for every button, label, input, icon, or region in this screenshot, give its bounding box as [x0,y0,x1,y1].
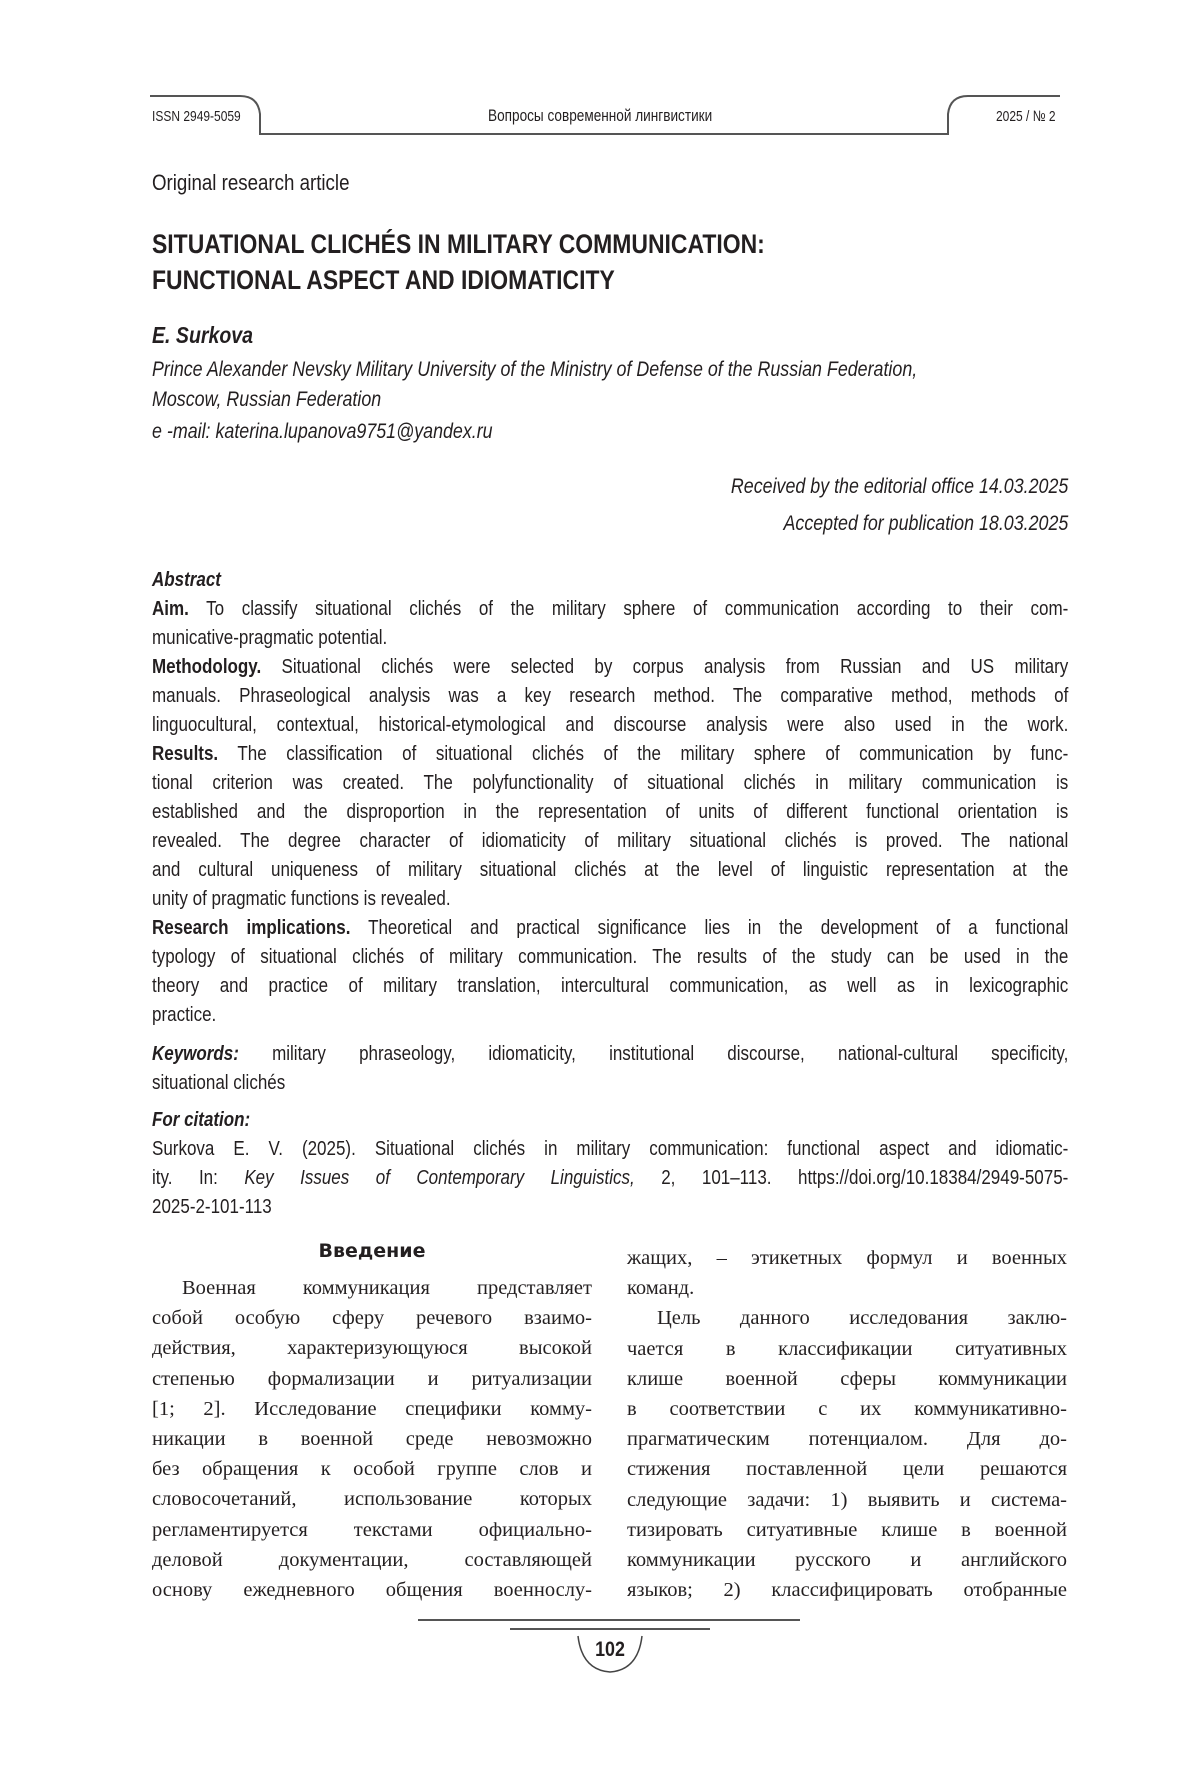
affiliation [152,355,1068,415]
body-line: языков; 2) классифицировать отобранные [627,1575,1067,1605]
abstract-text: To classify situational clichés of the military sphere of communication according to their com- [189,598,1068,620]
abstract [152,566,1068,1030]
citation-doi: 2, 101–113. https://doi.org/10.18384/2949-5075- [635,1167,1069,1189]
body-line: тизировать ситуативные клише в военной [627,1515,1067,1545]
abstract-heading: Abstract [152,566,1068,595]
keywords [152,1040,1068,1098]
body-line: степенью формализации и ритуализации [152,1364,592,1394]
keywords-text: situational clichés [152,1069,1068,1098]
results-label: Results. [152,743,218,765]
body-line: прагматическим потенциалом. Для до- [627,1424,1067,1454]
body-line: регламентируется текстами официально- [152,1515,592,1545]
abstract-text: established and the disproportion in the representation of units of different functional orientation is [152,798,1068,827]
title-line: SITUATIONAL CLICHÉS IN MILITARY COMMUNICATION: [152,226,1068,262]
abstract-text: tional criterion was created. The polyfunctionality of situational clichés in military communication is [152,769,1068,798]
accepted-date: Accepted for publication 18.03.2025 [152,512,1068,536]
body-line: стижения поставленной цели решаются [627,1454,1067,1484]
citation [152,1106,1068,1222]
received-date: Received by the editorial office 14.03.2025 [152,475,1068,499]
author-email: e -mail: katerina.lupanova9751@yandex.ru [152,420,1068,444]
left-column [152,1273,592,1605]
abstract-text: linguocultural, contextual, historical-etymological and discourse analysis were also used in the work. [152,711,1068,740]
title-line: FUNCTIONAL ASPECT AND IDIOMATICITY [152,262,1068,298]
abstract-text: municative-pragmatic potential. [152,624,1068,653]
body-line: деловой документации, составляющей [152,1545,592,1575]
abstract-text: typology of situational clichés of military communication. The results of the study can be used in the [152,943,1068,972]
keywords-text: military phraseology, idiomaticity, institutional discourse, national-cultural specificity, [239,1043,1068,1065]
article-type: Original research article [152,170,1068,196]
body-line: собой особую сферу речевого взаимо- [152,1303,592,1333]
citation-text: ity. In: [152,1167,244,1189]
page-number: 102 [576,1638,644,1662]
abstract-text: unity of pragmatic functions is revealed. [152,885,1068,914]
implications-label: Research implications. [152,917,350,939]
body-line: команд. [627,1273,1067,1303]
abstract-text: theory and practice of military translation, intercultural communication, as well as in lexicographic [152,972,1068,1001]
body-line: без обращения к особой группе слов и [152,1454,592,1484]
body-line: жащих, – этикетных формул и военных [627,1243,1067,1273]
abstract-text: and cultural uniqueness of military situational clichés at the level of linguistic representation at the [152,856,1068,885]
body-line: клише военной сферы коммуникации [627,1364,1067,1394]
body-line: никации в военной среде невозможно [152,1424,592,1454]
abstract-text: manuals. Phraseological analysis was a key research method. The comparative method, methods of [152,682,1068,711]
body-line: [1; 2]. Исследование специфики комму- [152,1394,592,1424]
abstract-text: The classification of situational clichés of the military sphere of communication by func- [218,743,1068,765]
body-line: Военная коммуникация представляет [152,1273,592,1303]
citation-label: For citation: [152,1106,1068,1135]
body-line: словосочетаний, использование которых [152,1484,592,1514]
section-heading: Введение [152,1240,592,1262]
citation-text: Surkova E. V. (2025). Situational clichés in military communication: functional aspect and idiomatic- [152,1135,1068,1164]
body-line: Цель данного исследования заклю- [627,1303,1067,1333]
body-line: чается в классификации ситуативных [627,1334,1067,1364]
author-name: E. Surkova [152,322,1068,349]
citation-text: 2025-2-101-113 [152,1193,1068,1222]
citation-journal: Key Issues of Contemporary Linguistics, [244,1167,634,1189]
body-line: основу ежедневного общения военнослу- [152,1575,592,1605]
methodology-label: Methodology. [152,656,261,678]
affiliation-line: Moscow, Russian Federation [152,385,1068,415]
body-line: следующие задачи: 1) выявить и система- [627,1485,1067,1515]
abstract-text: Theoretical and practical significance lies in the development of a functional [350,917,1068,939]
body-line: в соответствии с их коммуникативно- [627,1394,1067,1424]
body-line: коммуникации русского и английского [627,1545,1067,1575]
body-line: действия, характеризующуюся высокой [152,1333,592,1363]
abstract-text: practice. [152,1001,1068,1030]
article-title [152,226,1068,298]
abstract-text: revealed. The degree character of idiomaticity of military situational clichés is proved. The national [152,827,1068,856]
aim-label: Aim. [152,598,189,620]
header-issue: 2025 / № 2 [996,108,1056,125]
abstract-text: Situational clichés were selected by corpus analysis from Russian and US military [261,656,1068,678]
header-journal: Вопросы современной лингвистики [488,106,712,126]
header-issn: ISSN 2949-5059 [152,108,241,125]
keywords-label: Keywords: [152,1043,239,1065]
affiliation-line: Prince Alexander Nevsky Military University of the Ministry of Defense of the Russian Federation, [152,355,1068,385]
right-column [627,1243,1067,1605]
